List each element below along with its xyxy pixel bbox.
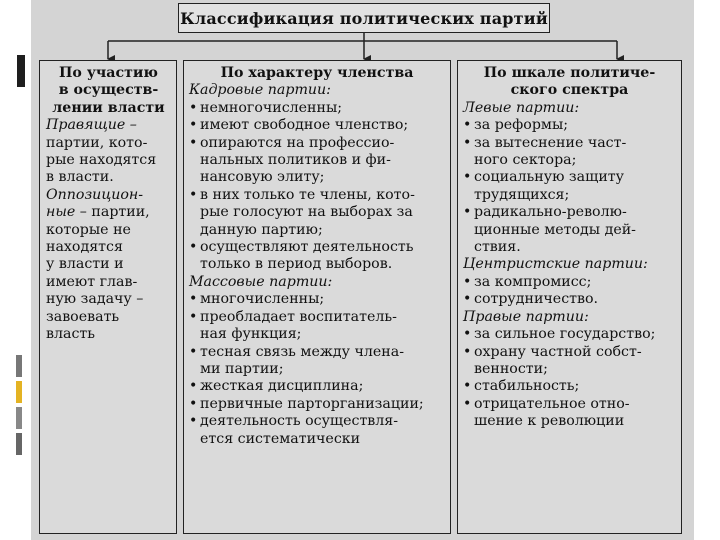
list-item-line: ционные методы дей- <box>474 221 636 238</box>
bullet-icon: • <box>463 395 472 412</box>
list-item-line: за вытеснение част- <box>474 134 627 151</box>
bullet-icon: • <box>463 204 472 221</box>
list-item-line: за сильное государство; <box>474 326 656 343</box>
slide-marker-grey-2 <box>16 407 22 429</box>
bullet-icon: • <box>189 378 198 395</box>
list-item-line: преобладает воспитатель- <box>200 308 397 325</box>
list-item-line: деятельность осуществля- <box>200 413 399 430</box>
ruling-term: Правящие – <box>46 117 137 134</box>
list-item-line: охрану частной собст- <box>474 343 642 360</box>
ruling-parties-block: Правящие – партии, кото- рые находятся в власти. <box>46 117 171 187</box>
left-margin <box>0 0 30 540</box>
bullet-icon: • <box>463 273 472 290</box>
list-item <box>189 187 445 239</box>
list-item-line: за компромисс; <box>474 273 592 290</box>
left-parties-list <box>463 117 676 256</box>
right-margin <box>694 0 720 540</box>
list-item <box>463 326 676 343</box>
right-parties-list <box>463 326 676 430</box>
list-item-line: опираются на профессио- <box>200 134 395 151</box>
bullet-icon: • <box>463 343 472 360</box>
list-item <box>189 135 445 187</box>
list-item <box>189 100 445 117</box>
column-power-participation <box>39 60 177 534</box>
list-item <box>189 413 445 448</box>
bullet-icon: • <box>463 117 472 134</box>
list-item-line: жесткая дисциплина; <box>200 378 364 395</box>
list-item-line: радикально-револю- <box>474 204 627 221</box>
col3-heading: По шкале политиче- ского спектра <box>483 65 656 99</box>
bullet-icon: • <box>189 343 198 360</box>
list-item-line: трудящихся; <box>474 186 570 203</box>
bullet-icon: • <box>463 169 472 186</box>
bullet-icon: • <box>189 117 198 134</box>
list-item <box>189 344 445 379</box>
left-parties-title: Левые партии: <box>463 99 580 116</box>
diagram-title: Классификация политических партий <box>178 3 550 33</box>
list-item <box>189 117 445 134</box>
list-item <box>463 169 676 204</box>
column-membership <box>183 60 451 534</box>
scanned-diagram <box>31 0 694 540</box>
col1-heading: По участию в осуществ- лении власти <box>52 65 165 116</box>
list-item <box>189 309 445 344</box>
bullet-icon: • <box>189 134 198 151</box>
list-item-line: ется систематически <box>200 430 361 447</box>
list-item-line: ного сектора; <box>474 152 577 169</box>
slide-marker-grey-3 <box>16 433 22 455</box>
list-item-line: ствия. <box>474 239 521 256</box>
bullet-icon: • <box>463 326 472 343</box>
centre-parties-title: Центристские партии: <box>463 256 648 273</box>
list-item-line: нальных политиков и фи- <box>200 152 391 169</box>
bullet-icon: • <box>189 413 198 430</box>
list-item-line: ная функция; <box>200 326 302 343</box>
list-item-line: венности; <box>474 360 548 377</box>
list-item-line: тесная связь между члена- <box>200 343 404 360</box>
list-item-line: сотрудничество. <box>474 291 599 308</box>
list-item-line: шение к революции <box>474 413 625 430</box>
col2-heading: По характеру членства <box>220 65 414 81</box>
slide-marker-top <box>17 55 25 87</box>
cadre-parties-title: Кадровые партии: <box>189 82 331 99</box>
slide-marker-grey <box>16 355 22 377</box>
list-item <box>463 378 676 395</box>
list-item <box>463 396 676 431</box>
cadre-parties-list <box>189 100 445 274</box>
mass-parties-title: Массовые партии: <box>189 273 333 290</box>
list-item-line: социальную защиту <box>474 169 624 186</box>
list-item-line: нансовую элиту; <box>200 169 325 186</box>
list-item <box>189 291 445 308</box>
list-item <box>463 204 676 256</box>
right-parties-title: Правые партии: <box>463 308 589 325</box>
bullet-icon: • <box>189 308 198 325</box>
list-item-line: отрицательное отно- <box>474 395 630 412</box>
list-item-line: рые голосуют на выборах за <box>200 204 413 221</box>
list-item-line: многочисленны; <box>200 291 325 308</box>
mass-parties-list <box>189 291 445 448</box>
list-item-line: первичные парторганизации; <box>200 395 424 412</box>
opposition-parties-block: Оппозицион- ные – партии, которые не находятся у власти и имеют глав- ную задачу – завоевать власть <box>46 187 171 344</box>
bullet-icon: • <box>189 395 198 412</box>
list-item-line: осуществляют деятельность <box>200 239 414 256</box>
bullet-icon: • <box>463 378 472 395</box>
list-item-line: данную партию; <box>200 221 323 238</box>
slide-marker-yellow <box>16 381 22 403</box>
list-item-line: имеют свободное членство; <box>200 117 409 134</box>
bullet-icon: • <box>189 291 198 308</box>
list-item-line: ми партии; <box>200 360 284 377</box>
bullet-icon: • <box>463 291 472 308</box>
list-item-line: за реформы; <box>474 117 569 134</box>
list-item-line: в них только те члены, кото- <box>200 186 415 203</box>
list-item <box>463 274 676 291</box>
bullet-icon: • <box>463 134 472 151</box>
centre-parties-list <box>463 274 676 309</box>
list-item <box>463 291 676 308</box>
list-item <box>189 396 445 413</box>
bullet-icon: • <box>189 186 198 203</box>
list-item-line: стабильность; <box>474 378 580 395</box>
opposition-term-1: Оппозицион- <box>46 186 144 203</box>
opposition-term-2: ные <box>46 204 76 221</box>
list-item <box>189 239 445 274</box>
list-item-line: немногочисленны; <box>200 99 343 116</box>
column-political-spectrum <box>457 60 682 534</box>
bullet-icon: • <box>189 99 198 116</box>
list-item <box>463 117 676 134</box>
list-item <box>463 135 676 170</box>
list-item-line: только в период выборов. <box>200 256 393 273</box>
list-item <box>463 344 676 379</box>
list-item <box>189 378 445 395</box>
bullet-icon: • <box>189 239 198 256</box>
